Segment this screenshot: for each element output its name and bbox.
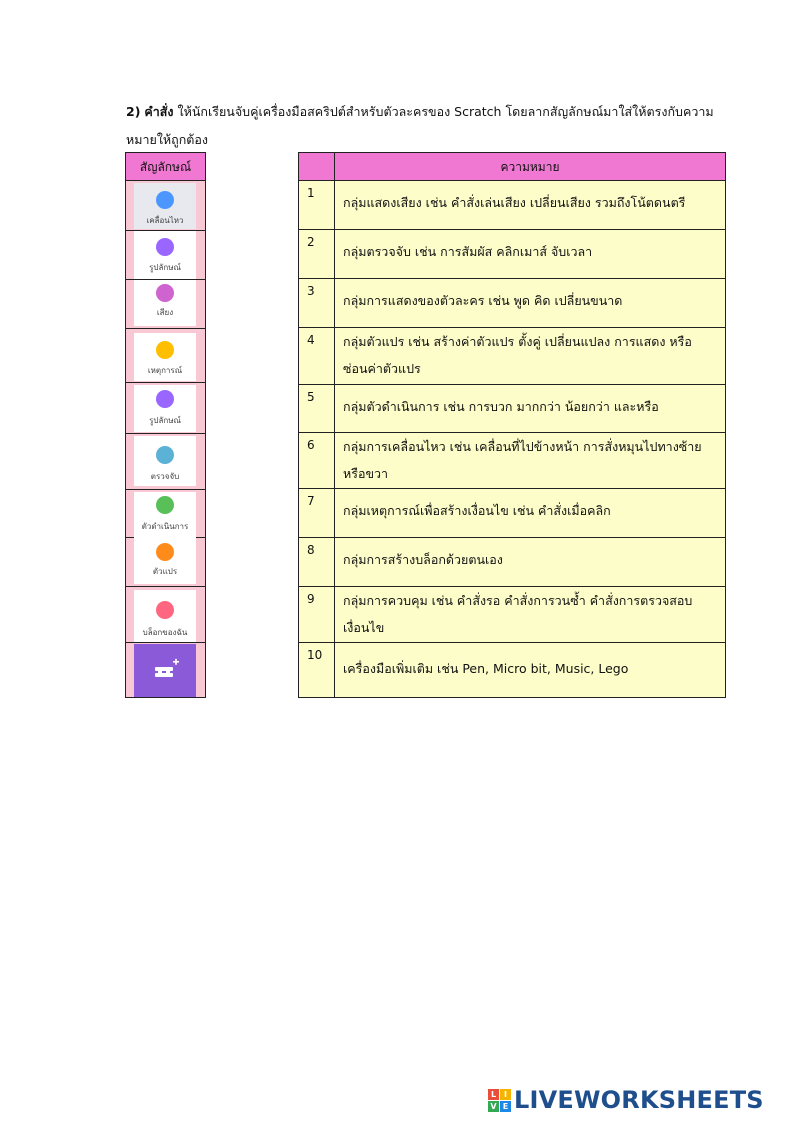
- symbol-label: ตัวแปร: [152, 567, 178, 576]
- table-row: [299, 385, 725, 433]
- meanings-header: ความหมาย: [335, 153, 725, 181]
- symbol-sound[interactable]: [134, 280, 196, 326]
- instruction-text: ให้นักเรียนจับคู่เครื่องมือสคริปต์สำหรับตัวละครของ Scratch โดยลากสัญลักษณ์มาใส่ให้ตรงกับความหมายให้ถูกต้อง: [126, 104, 714, 147]
- my-blocks-color-dot: [156, 601, 174, 619]
- symbol-label: เคลื่อนไหว: [146, 216, 184, 225]
- instruction: [126, 98, 726, 154]
- meaning-drop-target[interactable]: กลุ่มการสร้างบล็อกด้วยตนเอง: [343, 552, 503, 567]
- table-row: [299, 279, 725, 328]
- symbol-label: เหตุการณ์: [147, 366, 183, 375]
- row-number: 3: [299, 279, 335, 327]
- symbol-row: [126, 231, 205, 280]
- motion-color-dot: [156, 191, 174, 209]
- row-number: 6: [299, 433, 335, 488]
- table-header-number: [299, 153, 335, 181]
- row-number: 9: [299, 587, 335, 642]
- meaning-drop-target[interactable]: กลุ่มตรวจจับ เช่น การสัมผัส คลิกเมาส์ จับเวลา: [343, 244, 593, 259]
- table-row: [299, 538, 725, 587]
- meanings-table: [298, 152, 726, 698]
- meaning-drop-target[interactable]: กลุ่มเหตุการณ์เพื่อสร้างเงื่อนไข เช่น คำสั่งเมื่อคลิก: [343, 503, 611, 518]
- meaning-drop-target[interactable]: กลุ่มแสดงเสียง เช่น คำสั่งเล่นเสียง เปลี่ยนเสียง รวมถึงโน้ตดนตรี: [343, 195, 686, 210]
- looks-color-dot: [156, 390, 174, 408]
- symbols-header: สัญลักษณ์: [126, 153, 205, 181]
- symbol-row: [126, 538, 205, 587]
- symbol-my-blocks[interactable]: [134, 590, 196, 642]
- brand-name: LIVEWORKSHEETS: [514, 1086, 764, 1114]
- symbol-operators[interactable]: [134, 492, 196, 538]
- instruction-number: 2): [126, 104, 141, 119]
- row-number: 5: [299, 385, 335, 432]
- meaning-drop-target[interactable]: กลุ่มการเคลื่อนไหว เช่น เคลื่อนที่ไปข้างหน้า การสั่งหมุนไปทางซ้าย หรือขวา: [343, 439, 702, 481]
- symbol-label: ตัวดำเนินการ: [141, 522, 189, 531]
- symbol-row: [126, 329, 205, 383]
- instruction-label: คำสั่ง: [144, 104, 174, 119]
- logo-letter: L: [488, 1089, 499, 1100]
- extension-button[interactable]: [134, 644, 196, 697]
- logo-letter: V: [488, 1101, 499, 1112]
- operators-color-dot: [156, 496, 174, 514]
- row-number: 8: [299, 538, 335, 586]
- symbol-events[interactable]: [134, 333, 196, 381]
- liveworksheets-logo[interactable]: [488, 1086, 764, 1114]
- table-row: [299, 489, 725, 538]
- logo-icon: [488, 1089, 511, 1112]
- table-row: [299, 181, 725, 230]
- row-number: 10: [299, 643, 335, 697]
- extension-plus-icon: [134, 644, 196, 697]
- table-row: [299, 230, 725, 279]
- table-row: [299, 587, 725, 643]
- symbol-label: รูปลักษณ์: [149, 263, 181, 272]
- symbol-row: [126, 383, 205, 434]
- table-row: [299, 643, 725, 697]
- variables-color-dot: [156, 543, 174, 561]
- symbol-label: บล็อกของฉัน: [142, 628, 188, 637]
- symbol-row: [126, 181, 205, 231]
- looks-color-dot: [156, 238, 174, 256]
- meaning-drop-target[interactable]: กลุ่มตัวแปร เช่น สร้างค่าตัวแปร ตั้งคู่ เปลี่ยนแปลง การแสดง หรือ ซ่อนค่าตัวแปร: [343, 334, 692, 376]
- symbol-row: [126, 280, 205, 329]
- symbol-sensing[interactable]: [134, 436, 196, 486]
- sound-color-dot: [156, 284, 174, 302]
- symbol-label: ตรวจจับ: [150, 472, 180, 481]
- symbol-row: [126, 490, 205, 538]
- symbol-motion[interactable]: [134, 183, 196, 229]
- table-row: [299, 328, 725, 385]
- meaning-drop-target[interactable]: กลุ่มการควบคุม เช่น คำสั่งรอ คำสั่งการวนซ้ำ คำสั่งการตรวจสอบ เงื่อนไข: [343, 593, 693, 635]
- symbol-label: รูปลักษณ์: [149, 416, 181, 425]
- table-row: [299, 433, 725, 489]
- row-number: 2: [299, 230, 335, 278]
- symbol-variables[interactable]: [134, 538, 196, 584]
- symbol-looks-2[interactable]: [134, 385, 196, 432]
- row-number: 4: [299, 328, 335, 384]
- row-number: 7: [299, 489, 335, 537]
- logo-letter: E: [500, 1101, 511, 1112]
- symbol-row: [126, 587, 205, 643]
- row-number: 1: [299, 181, 335, 229]
- events-color-dot: [156, 341, 174, 359]
- meaning-drop-target[interactable]: เครื่องมือเพิ่มเติม เช่น Pen, Micro bit, Music, Lego: [343, 661, 629, 676]
- logo-letter: I: [500, 1089, 511, 1100]
- symbols-column: [125, 152, 206, 698]
- meaning-drop-target[interactable]: กลุ่มตัวดำเนินการ เช่น การบวก มากกว่า น้อยกว่า และหรือ: [343, 399, 659, 414]
- symbol-row: [126, 434, 205, 490]
- sensing-color-dot: [156, 446, 174, 464]
- symbol-looks[interactable]: [134, 231, 196, 279]
- meaning-drop-target[interactable]: กลุ่มการแสดงของตัวละคร เช่น พูด คิด เปลี่ยนขนาด: [343, 293, 623, 308]
- symbol-label: เสียง: [156, 308, 174, 317]
